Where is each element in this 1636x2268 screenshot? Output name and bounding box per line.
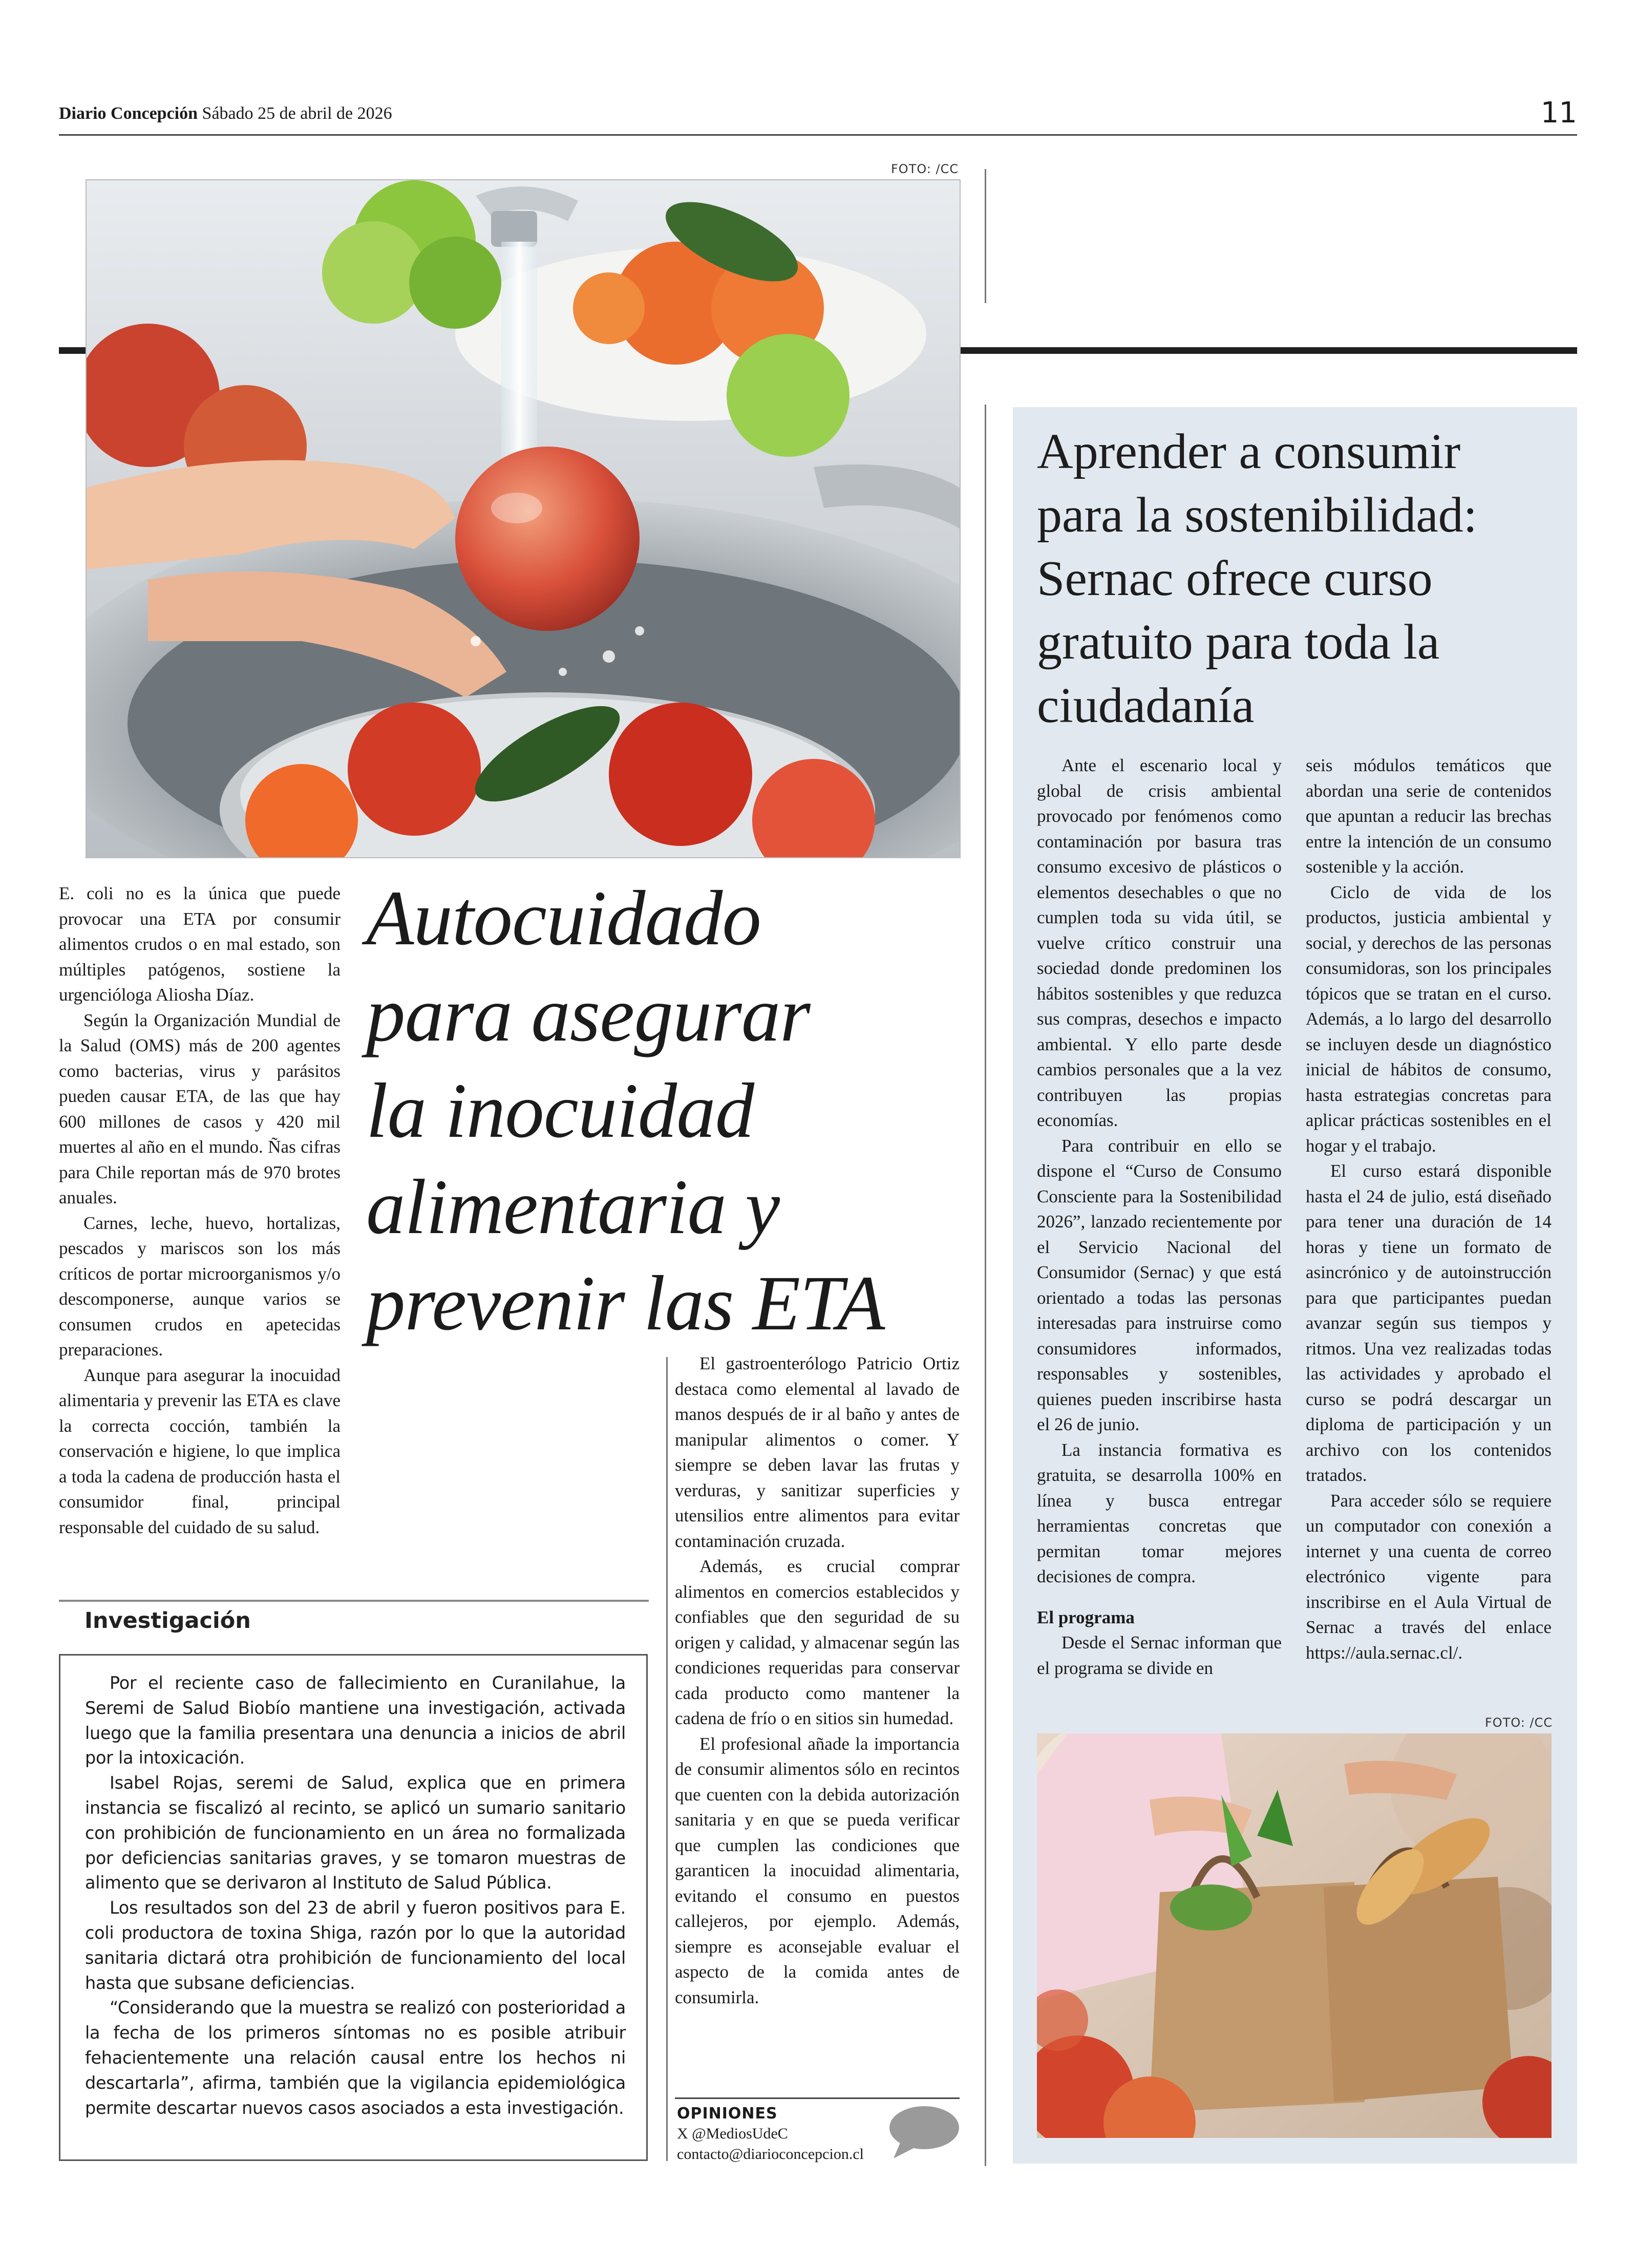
paragraph: El profesional añade la importancia de consumir alimentos sólo en recintos que cuenten con la debida autorización sanitaria y en que se pueda verificar que cumplen las condiciones que garanticen la inocuidad alimentaria, evitando el consumo en puestos callejeros, por ejemplo. Además, siempre es aconsejable evaluar el aspecto de la comida antes de consumirla. <box>675 1733 960 2007</box>
paragraph: Ante el escenario local y global de crisis ambiental provocado por fenómenos como contaminación por basura tras consumo excesivo de plásticos o elementos desechables o que no cumplen toda su vida útil, se vuelve crítico construir una sociedad donde predominen los hábitos sostenibles y que reduzca sus compras, desechos e impacto ambiental. Y ello parte desde cambios personales que a la vez contribuyen las propias economías. <box>1037 755 1282 1130</box>
column-divider <box>985 405 986 2166</box>
paragraph: Desde el Sernac informan que el programa se divide en <box>1037 1633 1282 1678</box>
headline-line: Sernac ofrece curso <box>1037 551 1433 606</box>
headline-line: Aprender a consumir <box>1037 424 1461 479</box>
headline-line: ciudadanía <box>1037 678 1255 733</box>
paragraph: seis módulos temáticos que abordan una serie de contenidos que apuntan a reducir las brechas entre la intención de un consumo sostenible y la acción. <box>1306 755 1552 877</box>
paragraph: “Considerando que la muestra se realizó con posterioridad a la fecha de los primeros síntomas no es posible atribuir fehacientemente una relación causal entre los hechos ni descartarla”, afirma, también que la vigilancia epidemiológica permite descartar nuevos casos asociados a esta investigación. <box>85 1998 626 2118</box>
header-dateline <box>59 104 392 123</box>
social-handle[interactable]: X @MediosUdeC <box>677 2125 788 2142</box>
paragraph: Para contribuir en ello se dispone el “Curso de Consumo Consciente para la Sostenibilidad 2026”, lanzado recientemente por el Servicio Nacional del Consumidor (Sernac) y que está orientado a todas las personas interesadas para instruirse como consumidores informados, responsables y sostenibles, quienes pueden inscribirse hasta el 26 de junio. <box>1037 1135 1282 1434</box>
paragraph: Los resultados son del 23 de abril y fueron positivos para E. coli productora de toxina Shiga, razón por lo que la autoridad sanitaria dictará otra prohibición de funcionamiento del local hasta que subsane deficiencias. <box>85 1898 626 1993</box>
photo-credit: FOTO: /CC <box>1485 1715 1553 1730</box>
paragraph: El gastroenterólogo Patricio Ortiz destaca como elemental al lavado de manos después de ir al baño y antes de manipular alimentos o comer. Y siempre se deben lavar las frutas y verduras, y sanitizar superficies y utensilios entre alimentos para evitar contaminación cruzada. <box>675 1353 960 1551</box>
paragraph: Ciclo de vida de los productos, justicia ambiental y social, y derechos de las personas consumidoras, son los principales tópicos que se tratan en el curso. Además, a lo largo del desarrollo se incluyen desde un diagnóstico inicial de hábitos de consumo, hasta estrategias concretas para aplicar prácticas sostenibles en el hogar y el trabajo. <box>1306 882 1552 1156</box>
paragraph: Por el reciente caso de fallecimiento en Curanilahue, la Seremi de Salud Biobío mantiene una investigación, activada luego que la familia presentara una denuncia a inicios de abril por la intoxicación. <box>85 1673 626 1768</box>
photo-washing-vegetables <box>86 179 961 858</box>
photo-shopping-bags <box>1037 1733 1552 2138</box>
sidebar-column-1 <box>1037 753 1282 1681</box>
paragraph: La instancia formativa es gratuita, se desarrolla 100% en línea y busca entregar herramientas concretas que permitan tomar mejores decisiones de compra. <box>1037 1439 1282 1586</box>
subheading: El programa <box>1037 1607 1135 1627</box>
article-headline <box>366 871 970 1352</box>
opiniones-label: OPINIONES <box>677 2105 778 2123</box>
headline-line: la inocuidad <box>366 1068 754 1154</box>
paragraph: Isabel Rojas, seremi de Salud, explica que en primera instancia se fiscalizó al recinto, se aplicó un sumario sanitario con prohibición de funcionamiento en un área no formalizada por deficiencias sanitarias graves, y se tomaron muestras de alimento que se derivaron al Instituto de Salud Pública. <box>85 1773 626 1893</box>
investigacion-box <box>59 1654 648 2161</box>
headline-line: para asegurar <box>366 971 810 1058</box>
headline-line: Autocuidado <box>366 875 761 962</box>
paragraph: El curso estará disponible hasta el 24 de julio, está diseñado para tener una duración de 14 horas y tiene un formato de asincrónico y de autoinstrucción para que participantes puedan avanzar según sus tiempos y ritmos. Una vez realizadas todas las actividades y aprobado el curso se podrá descargar un diploma de participación y un archivo con los contenidos tratados. <box>1306 1161 1552 1485</box>
sidebar-headline <box>1037 420 1569 737</box>
paragraph: Carnes, leche, huevo, hortalizas, pescados y mariscos son los más críticos de portar microorganismos y/o descomponerse, aunque varios se consumen crudos en apetecidas preparaciones. <box>59 1213 341 1360</box>
contact-email[interactable]: contacto@diarioconcepcion.cl <box>677 2146 864 2163</box>
sidebar-column-2 <box>1306 753 1552 1665</box>
article-middle-column <box>675 1351 960 2010</box>
opiniones-rule <box>675 2097 960 2099</box>
box-rule <box>59 1600 649 1602</box>
page-number: 11 <box>1540 96 1577 130</box>
paragraph: E. coli no es la única que puede provocar una ETA por consumir alimentos crudos o en mal estado, son múltiples patógenos, sostiene la urgencióloga Aliosha Díaz. <box>59 883 341 1005</box>
section-rule-right <box>957 347 1577 354</box>
photo-credit: FOTO: /CC <box>891 162 959 176</box>
paragraph: Aunque para asegurar la inocuidad alimentaria y prevenir las ETA es clave la correcta cocción, también la conservación e higiene, lo que implica a toda la cadena de producción hasta el consumidor final, principal responsable del cuidado de su salud. <box>59 1365 341 1537</box>
paragraph: Además, es crucial comprar alimentos en comercios establecidos y confiables que den seguridad de su origen y calidad, y almacenar según las condiciones requeridas para conservar cada producto como mantener la cadena de frío o en sitios sin humedad. <box>675 1556 960 1728</box>
headline-line: para la sostenibilidad: <box>1037 487 1477 543</box>
paragraph: Según la Organización Mundial de la Salud (OMS) más de 200 agentes como bacterias, virus y parásitos pueden causar ETA, de las que hay 600 millones de casos y 420 mil muertes al año en el mundo. Ñas cifras para Chile reportan más de 970 brotes anuales. <box>59 1010 341 1207</box>
speech-bubble-icon <box>888 2105 960 2164</box>
article-left-column <box>59 881 341 1540</box>
paragraph: Para acceder sólo se requiere un computador con conexión a internet y una cuenta de correo electrónico vigente para inscribirse en el Aula Virtual de Sernac a través del enlace https://aula.sernac.cl/. <box>1306 1490 1552 1663</box>
issue-date: Sábado 25 de abril de 2026 <box>202 104 392 123</box>
headline-line: alimentaria y <box>366 1164 780 1250</box>
headline-line: prevenir las ETA <box>366 1260 885 1347</box>
header-rule <box>59 134 1577 136</box>
box-title: Investigación <box>84 1608 251 1634</box>
column-divider <box>666 1357 668 2161</box>
column-divider <box>985 169 986 303</box>
headline-line: gratuito para toda la <box>1037 614 1440 670</box>
paper-name: Diario Concepción <box>59 104 198 123</box>
